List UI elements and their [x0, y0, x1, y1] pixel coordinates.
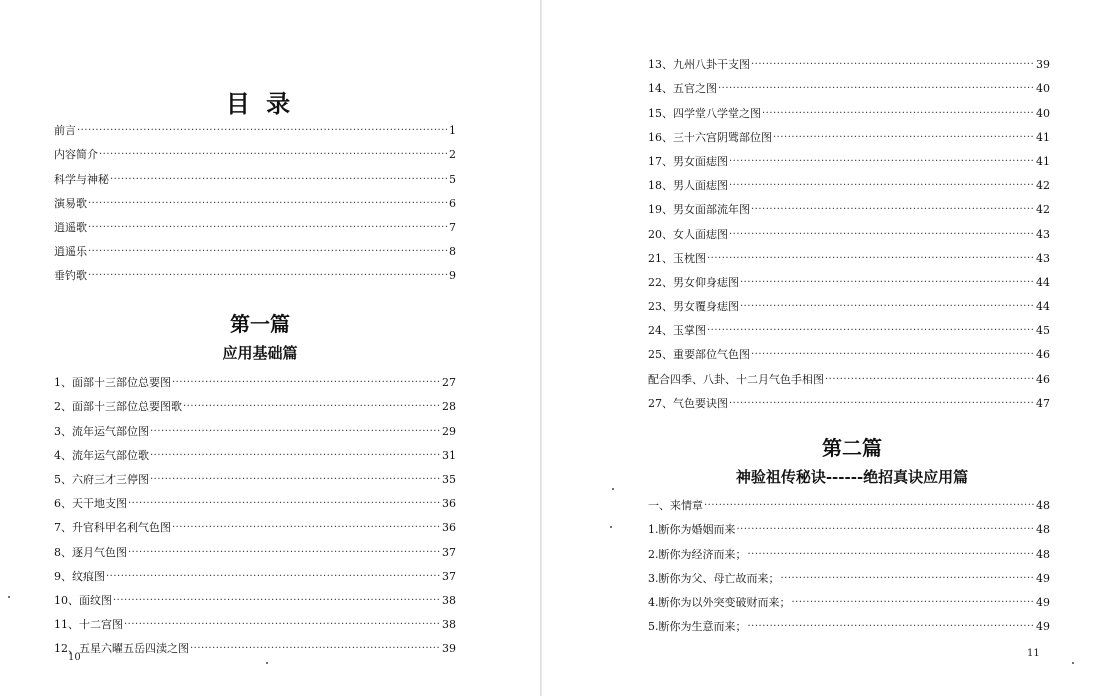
- toc-entry-label: 23、男女覆身痣图: [648, 300, 739, 314]
- toc-entry: [648, 266, 1050, 290]
- toc-entry-page: 41: [1036, 130, 1050, 144]
- toc-entry: [54, 390, 456, 414]
- toc-entry-label: 24、玉掌图: [648, 324, 706, 338]
- toc-entry-label: 配合四季、八卦、十二月气色手相图: [648, 372, 824, 386]
- toc-entry-label: 17、男女面痣图: [648, 154, 728, 168]
- toc-entry-label: 5.断你为生意而来；: [648, 620, 747, 634]
- toc-entry: [648, 586, 1050, 610]
- dot-leader: [707, 252, 1035, 266]
- toc-entry-page: 29: [442, 424, 456, 438]
- toc-entry-label: 18、男人面痣图: [648, 179, 728, 193]
- toc-entry: [648, 96, 1050, 120]
- toc-entry-page: 48: [1036, 523, 1050, 537]
- dot-leader: [707, 324, 1035, 338]
- part-one-heading: 第一篇: [230, 312, 290, 336]
- dot-leader: [718, 82, 1035, 96]
- left-page: [0, 0, 541, 696]
- toc-entry-page: 40: [1036, 106, 1050, 120]
- toc-entry: [648, 513, 1050, 537]
- toc-entry-page: 8: [449, 245, 456, 259]
- toc-entry-page: 35: [442, 472, 456, 486]
- scan-speck: [8, 596, 10, 598]
- toc-entry: [648, 290, 1050, 314]
- toc-entry-label: 19、男女面部流年图: [648, 203, 750, 217]
- toc-entry: [54, 211, 456, 235]
- toc-entry-page: 39: [1036, 58, 1050, 72]
- dot-leader: [106, 570, 441, 584]
- dot-leader: [740, 276, 1035, 290]
- toc-entry-page: 27: [442, 376, 456, 390]
- toc-entry-label: 12、五星六曜五岳四渎之图: [54, 642, 189, 656]
- toc-entry: [648, 489, 1050, 513]
- toc-entry: [648, 169, 1050, 193]
- toc-entry: [648, 193, 1050, 217]
- toc-entry-page: 44: [1036, 300, 1050, 314]
- toc-entry: [648, 121, 1050, 145]
- dot-leader: [190, 642, 441, 656]
- right-page: [542, 0, 1113, 696]
- toc-entry: [54, 138, 456, 162]
- toc-entry: [648, 242, 1050, 266]
- scan-speck: [266, 662, 268, 664]
- dot-leader: [729, 397, 1035, 411]
- dot-leader: [128, 497, 441, 511]
- toc-entry: [648, 387, 1050, 411]
- part-one-toc-list: [54, 366, 456, 656]
- toc-entry-label: 逍遥乐: [54, 245, 87, 259]
- dot-leader: [172, 376, 441, 390]
- dot-leader: [740, 300, 1035, 314]
- toc-entry-label: 1、面部十三部位总要图: [54, 376, 171, 390]
- toc-entry-page: 6: [449, 196, 456, 210]
- dot-leader: [751, 58, 1035, 72]
- toc-entry: [648, 610, 1050, 634]
- toc-entry-page: 9: [449, 269, 456, 283]
- toc-entry-page: 40: [1036, 82, 1050, 96]
- part-two-heading: 第二篇: [822, 436, 882, 460]
- toc-entry-page: 42: [1036, 179, 1050, 193]
- toc-entry-label: 25、重要部位气色图: [648, 348, 750, 362]
- dot-leader: [88, 245, 448, 259]
- toc-entry-label: 5、六府三才三停图: [54, 472, 149, 486]
- toc-entry-label: 2.断你为经济而来；: [648, 547, 747, 561]
- dot-leader: [88, 197, 448, 211]
- toc-entry: [648, 217, 1050, 241]
- page-number-left: 10: [68, 652, 81, 663]
- toc-entry: [54, 632, 456, 656]
- part-one-subheading: 应用基础篇: [222, 344, 298, 362]
- toc-entry-page: 38: [442, 618, 456, 632]
- toc-entry: [54, 439, 456, 463]
- dot-leader: [729, 179, 1035, 193]
- toc-entry-page: 37: [442, 545, 456, 559]
- toc-entry: [648, 48, 1050, 72]
- toc-entry-label: 8、逐月气色图: [54, 545, 127, 559]
- dot-leader: [748, 548, 1036, 562]
- dot-leader: [751, 348, 1035, 362]
- page-number-right: 11: [1027, 648, 1040, 659]
- dot-leader: [88, 269, 448, 283]
- toc-entry-page: 41: [1036, 154, 1050, 168]
- toc-entry-label: 14、五官之图: [648, 82, 717, 96]
- toc-entry-page: 43: [1036, 227, 1050, 241]
- dot-leader: [773, 131, 1035, 145]
- toc-entry-label: 27、气色要诀图: [648, 396, 728, 410]
- toc-entry: [54, 259, 456, 283]
- dot-leader: [150, 449, 441, 463]
- toc-entry-label: 21、玉枕图: [648, 251, 706, 265]
- toc-entry-label: 演易歌: [54, 196, 87, 210]
- toc-entry: [54, 560, 456, 584]
- toc-entry-label: 内容简介: [54, 148, 98, 162]
- toc-entry-label: 10、面纹图: [54, 593, 112, 607]
- toc-entry-label: 11、十二宫图: [54, 618, 123, 632]
- toc-entry-page: 38: [442, 593, 456, 607]
- dot-leader: [183, 400, 441, 414]
- toc-entry-page: 46: [1036, 372, 1050, 386]
- toc-entry-page: 39: [442, 642, 456, 656]
- toc-entry: [54, 463, 456, 487]
- toc-entry: [648, 537, 1050, 561]
- toc-entry-label: 13、九州八卦干支图: [648, 58, 750, 72]
- toc-entry-page: 7: [449, 220, 456, 234]
- toc-entry-page: 1: [449, 124, 456, 138]
- toc-entry-page: 31: [442, 448, 456, 462]
- toc-entry-label: 9、纹痕图: [54, 569, 105, 583]
- toc-title: 目 录: [225, 89, 295, 118]
- toc-entry: [54, 187, 456, 211]
- dot-leader: [99, 148, 448, 162]
- toc-entry-label: 20、女人面痣图: [648, 227, 728, 241]
- toc-entry-page: 48: [1036, 547, 1050, 561]
- toc-entry-page: 49: [1036, 620, 1050, 634]
- right-toc-list: [648, 48, 1050, 411]
- scan-speck: [1072, 662, 1074, 664]
- dot-leader: [762, 107, 1035, 121]
- toc-entry-label: 3、流年运气部位图: [54, 424, 149, 438]
- toc-entry-label: 16、三十六宫阴骘部位图: [648, 130, 772, 144]
- toc-entry-page: 5: [449, 172, 456, 186]
- dot-leader: [172, 521, 441, 535]
- dot-leader: [128, 546, 441, 560]
- dot-leader: [781, 572, 1036, 586]
- toc-entry-label: 6、天干地支图: [54, 497, 127, 511]
- toc-entry-label: 垂钓歌: [54, 269, 87, 283]
- dot-leader: [77, 124, 448, 138]
- toc-entry: [54, 535, 456, 559]
- dot-leader: [729, 228, 1035, 242]
- dot-leader: [124, 618, 441, 632]
- toc-entry: [54, 162, 456, 186]
- toc-entry-label: 7、升官科甲名利气色图: [54, 521, 171, 535]
- toc-entry-label: 逍遥歌: [54, 220, 87, 234]
- toc-entry-page: 42: [1036, 203, 1050, 217]
- toc-entry-page: 46: [1036, 348, 1050, 362]
- toc-entry-page: 45: [1036, 324, 1050, 338]
- toc-entry-label: 1.断你为婚姻而来: [648, 523, 736, 537]
- scan-speck: [612, 488, 614, 490]
- toc-entry-label: 15、四学堂八学堂之图: [648, 106, 761, 120]
- toc-entry-label: 2、面部十三部位总要图歌: [54, 400, 182, 414]
- toc-entry-page: 36: [442, 521, 456, 535]
- dot-leader: [110, 173, 448, 187]
- toc-entry-label: 22、男女仰身痣图: [648, 275, 739, 289]
- toc-entry-page: 36: [442, 497, 456, 511]
- scan-speck: [610, 526, 612, 528]
- toc-entry-page: 48: [1036, 499, 1050, 513]
- toc-entry-label: 一、来情章: [648, 499, 703, 513]
- toc-entry: [648, 72, 1050, 96]
- part-two-subheading: 神验祖传秘诀------绝招真诀应用篇: [735, 468, 969, 486]
- toc-entry: [54, 114, 456, 138]
- dot-leader: [825, 373, 1035, 387]
- dot-leader: [113, 594, 441, 608]
- dot-leader: [748, 620, 1036, 634]
- toc-entry-label: 4、流年运气部位歌: [54, 448, 149, 462]
- dot-leader: [737, 523, 1036, 537]
- toc-entry-label: 3.断你为父、母亡故而来；: [648, 571, 780, 585]
- toc-entry: [648, 314, 1050, 338]
- toc-entry: [54, 487, 456, 511]
- toc-entry-page: 28: [442, 400, 456, 414]
- toc-entry: [648, 338, 1050, 362]
- toc-entry: [54, 608, 456, 632]
- dot-leader: [751, 203, 1035, 217]
- dot-leader: [150, 473, 441, 487]
- toc-entry: [54, 511, 456, 535]
- dot-leader: [792, 596, 1036, 610]
- dot-leader: [704, 499, 1035, 513]
- toc-entry-page: 2: [449, 148, 456, 162]
- toc-entry: [648, 145, 1050, 169]
- toc-entry-page: 37: [442, 569, 456, 583]
- dot-leader: [88, 221, 448, 235]
- toc-entry-page: 49: [1036, 595, 1050, 609]
- toc-entry-label: 4.断你为以外突变破财而来；: [648, 595, 791, 609]
- toc-entry: [54, 584, 456, 608]
- toc-entry: [648, 562, 1050, 586]
- toc-entry-label: 科学与神秘: [54, 172, 109, 186]
- toc-entry-page: 43: [1036, 251, 1050, 265]
- toc-entry: [54, 235, 456, 259]
- dot-leader: [150, 425, 441, 439]
- toc-entry-page: 47: [1036, 396, 1050, 410]
- toc-entry: [54, 366, 456, 390]
- toc-entry: [648, 362, 1050, 386]
- dot-leader: [729, 155, 1035, 169]
- toc-entry: [54, 414, 456, 438]
- toc-entry-page: 49: [1036, 571, 1050, 585]
- part-two-toc-list: [648, 489, 1050, 634]
- toc-entry-label: 前言: [54, 124, 76, 138]
- toc-entry-page: 44: [1036, 275, 1050, 289]
- intro-toc-list: [54, 114, 456, 283]
